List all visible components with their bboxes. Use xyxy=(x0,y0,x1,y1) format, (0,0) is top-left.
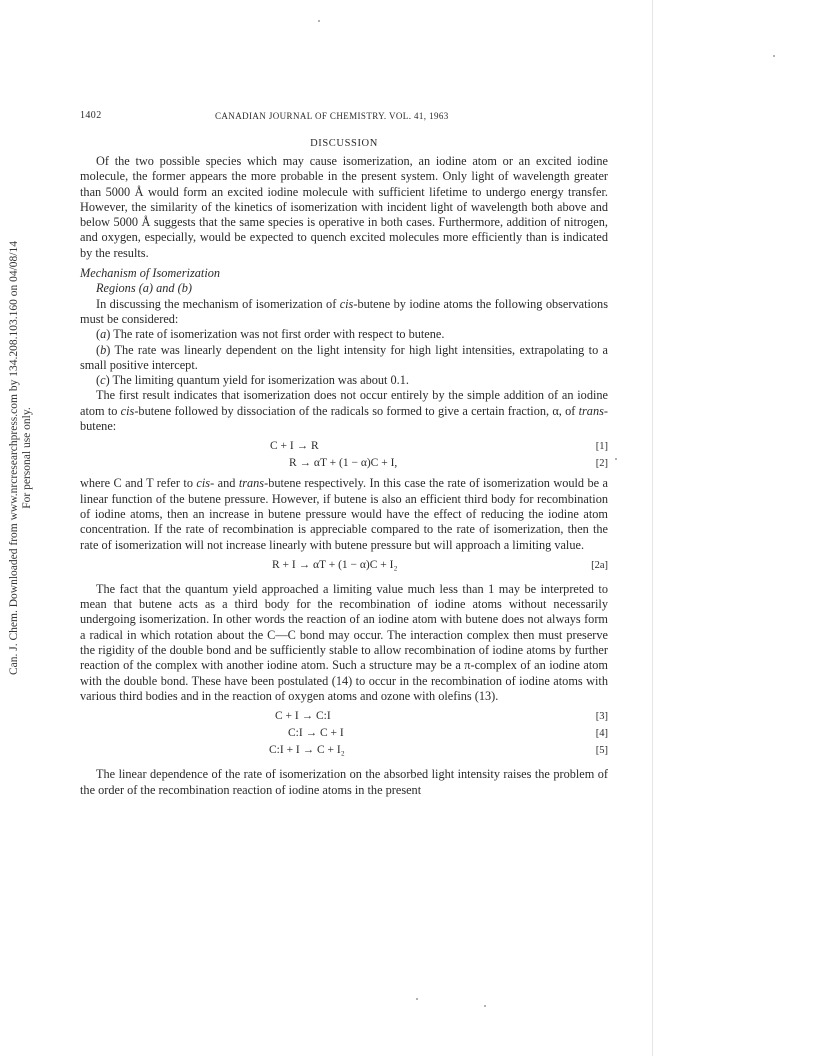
first-result-pre: The first result indicates that isomerization does not occur entirely by the simple addition of an iodine atom to xyxy=(80,388,608,418)
regions-heading: Regions (a) and (b) xyxy=(96,281,192,296)
scan-speck xyxy=(416,998,418,1000)
where-post: -butene respectively. In this case the rate of isomerization would be a linear function of the butene pressure. However, if butene is also an efficient third body for recombination of iodine atoms, then an increase in butene pressure would have the effect of reducing the iodine atom concentration. If the rate of recombination is appreciable compared to the rate of isomerization, then the rate of isomerization will not increase linearly with butene pressure but will approach a limiting value. xyxy=(80,476,608,552)
observation-b: (b) The rate was linearly dependent on the light intensity for high light intensities, extrapolating to a small positive intercept. xyxy=(80,342,608,372)
equation-2a-number: [2a] xyxy=(591,559,608,571)
where-em1: cis xyxy=(196,476,211,491)
discussion-lead-em: cis xyxy=(339,296,354,311)
mechanism-heading: Mechanism of Isomerization xyxy=(80,266,221,281)
journal-title: CANADIAN JOURNAL OF CHEMISTRY. VOL. 41, 1963 xyxy=(215,111,449,121)
first-result-paragraph xyxy=(80,388,608,434)
equation-2a xyxy=(80,557,608,574)
equation-5-number: [5] xyxy=(595,745,608,757)
discussion-lead-pre: In discussing the mechanism of isomerization of xyxy=(96,296,340,311)
observation-a-label: a xyxy=(100,327,107,342)
observation-c: (c) The limiting quantum yield for isomerization was about 0.1. xyxy=(96,373,409,388)
download-notice-line1: Can. J. Chem. Downloaded from www.nrcresearchpress.com by 134.208.103.160 on 04/08/14 xyxy=(8,241,20,675)
equation-4 xyxy=(80,725,608,742)
observation-c-text: The limiting quantum yield for isomerization was about 0.1. xyxy=(109,373,409,388)
quantum-paragraph: The fact that the quantum yield approached a limiting value much less than 1 may be interpreted to mean that butene acts as a third body for the recombination of iodine atoms without necessarily undergoing isomerization. In other words the reaction of an iodine atom with butene does not always form a radical in which rotation about the C—C bond may occur. The interaction complex then must preserve the rigidity of the double bond and be sufficiently stable to allow recombination of iodine atoms by further reaction of the complex with another iodine atom. Such a structure may be a π-complex of an iodine atom with the double bond. These have been postulated (14) to occur in the recombination of iodine atoms with various third bodies and in the reaction of oxygen atoms and ozone with olefins (13). xyxy=(80,581,608,703)
first-result-mid: -butene followed by dissociation of the radicals so formed to give a certain fraction, α, of xyxy=(134,403,579,418)
page-number: 1402 xyxy=(80,110,102,121)
first-result-em2: trans xyxy=(578,403,604,418)
observation-a: (a) The rate of isomerization was not first order with respect to butene. xyxy=(96,327,445,342)
equation-4-expr: C:I → C + I xyxy=(288,727,344,740)
equation-1-expr: C + I → R xyxy=(270,440,319,453)
scan-speck xyxy=(484,1005,486,1007)
equation-2-expr: R → αT + (1 − α)C + I, xyxy=(289,457,398,470)
where-paragraph xyxy=(80,476,608,552)
observation-b-label: b xyxy=(100,342,107,357)
observation-a-text: The rate of isomerization was not first order with respect to butene. xyxy=(110,327,445,342)
equation-2-number: [2] xyxy=(595,458,608,470)
final-paragraph: The linear dependence of the rate of isomerization on the absorbed light intensity raises the problem of the order of the recombination reaction of iodine atoms in the present xyxy=(80,767,608,797)
where-mid: - and xyxy=(210,476,239,491)
equation-1 xyxy=(80,438,608,455)
running-head xyxy=(80,110,608,126)
section-title: DISCUSSION xyxy=(310,138,378,149)
download-notice xyxy=(8,228,38,688)
scan-speck xyxy=(615,458,617,460)
first-result-em1: cis xyxy=(120,403,135,418)
where-em2: trans xyxy=(238,476,265,491)
equation-3 xyxy=(80,708,608,725)
equation-3-number: [3] xyxy=(595,711,608,723)
equation-2 xyxy=(80,455,608,472)
article-page xyxy=(80,110,608,798)
equation-5 xyxy=(80,742,608,759)
equation-4-number: [4] xyxy=(595,728,608,740)
download-notice-line2: For personal use only. xyxy=(21,407,33,509)
discussion-lead-post: -butene by iodine atoms the following observations must be considered: xyxy=(80,296,608,326)
intro-paragraph: Of the two possible species which may cause isomerization, an iodine atom or an excited iodine molecule, the former appears the more probable in the present system. Only light of wavelength greater than 5000 Å would form an excited iodine molecule with sufficient lifetime to undergo energy transfer. However, the similarity of the kinetics of isomerization with incident light of wavelength both above and below 5000 Å suggests that the same species is operative in both cases. Furthermore, addition of nitrogen, and oxygen, especially, would be expected to quench excited molecules more efficiently than is indicated by the results. xyxy=(80,154,608,260)
scan-edge-mark xyxy=(652,0,653,1056)
discussion-lead xyxy=(80,297,608,328)
observation-c-label: c xyxy=(100,373,106,388)
first-result-post: -butene: xyxy=(80,403,608,434)
observation-b-text: The rate was linearly dependent on the light intensity for high light intensities, extrapolating to a small positive intercept. xyxy=(80,342,608,372)
equation-5-expr: C:I + I → C + I₂ xyxy=(269,744,345,757)
equation-1-number: [1] xyxy=(595,441,608,453)
where-pre: where C and T refer to xyxy=(80,476,197,491)
equation-3-expr: C + I → C:I xyxy=(275,710,331,723)
equation-2a-expr: R + I → αT + (1 − α)C + I₂ xyxy=(272,558,398,571)
scan-speck xyxy=(318,20,320,22)
scan-speck xyxy=(773,55,775,57)
